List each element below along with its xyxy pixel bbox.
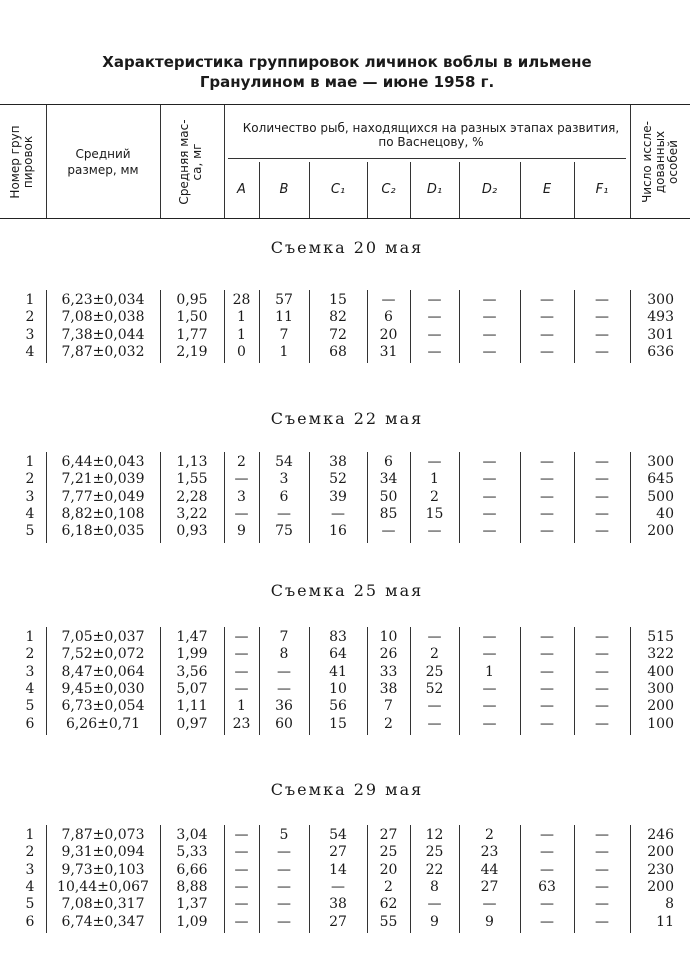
column-divider — [160, 452, 161, 543]
cell-stage-a: 2 — [237, 454, 246, 470]
cell-sample-count: 300 — [647, 680, 674, 697]
cell-mean-mass: 1,37 — [176, 896, 208, 913]
cell-stage-b: — — [277, 861, 291, 878]
cell-stage-d1: 2 — [430, 646, 439, 663]
cell-stage-c2: 34 — [379, 471, 398, 488]
cell-stage-a: — — [234, 827, 249, 843]
cell-mean-size: 8,82±0,108 — [61, 505, 145, 522]
cell-stage-c2: 20 — [379, 861, 398, 878]
header-mean-size: Средний размер, мм — [67, 147, 139, 177]
cell-stage-c2: 25 — [379, 844, 398, 861]
cell-stage-c1: 14 — [329, 861, 347, 878]
cell-stage-e: — — [540, 844, 554, 861]
header-sample-count: Число иссле- дованных особей — [640, 121, 680, 203]
cell-stage-c1: 38 — [329, 454, 347, 470]
cell-stage-a: — — [234, 646, 249, 663]
cell-stage-e: — — [540, 896, 554, 913]
header-divider — [46, 105, 47, 218]
cell-sample-count: 300 — [647, 454, 674, 470]
cell-sample-count: 301 — [647, 326, 674, 343]
cell-mean-size: 7,52±0,072 — [61, 646, 145, 663]
cell-group-no: 1 — [25, 629, 35, 645]
cell-stage-c1: 64 — [329, 646, 347, 663]
cell-stage-e: — — [540, 471, 554, 488]
cell-mean-mass: 5,07 — [176, 680, 208, 697]
cell-sample-count: 300 — [647, 292, 674, 308]
cell-stage-e: — — [540, 913, 554, 930]
cell-sample-count: 200 — [647, 523, 674, 540]
cell-mean-mass: 2,19 — [176, 343, 208, 360]
cell-stage-b: 60 — [275, 715, 293, 732]
cell-stage-b: — — [277, 913, 291, 930]
cell-stage-d1: 12 — [425, 827, 444, 843]
cell-mean-mass: 8,88 — [176, 878, 208, 895]
cell-stage-c1: 41 — [329, 663, 347, 680]
cell-stage-b: 7 — [279, 629, 289, 645]
cell-stage-c2: — — [381, 292, 396, 308]
cell-sample-count: 500 — [647, 488, 674, 505]
cell-mean-size: 9,73±0,103 — [61, 861, 145, 878]
cell-stage-c1: 16 — [329, 523, 347, 540]
cell-stage-a: 23 — [232, 715, 251, 732]
cell-stage-f1: — — [595, 861, 609, 878]
cell-stage-a: 3 — [237, 488, 246, 505]
cell-mean-size: 6,18±0,035 — [61, 523, 145, 540]
cell-stage-b: — — [277, 896, 291, 913]
cell-stage-c2: 2 — [384, 878, 393, 895]
cell-group-no: 4 — [25, 878, 35, 895]
header-bottom-rule — [0, 218, 690, 219]
cell-mean-size: 7,38±0,044 — [61, 326, 145, 343]
cell-mean-mass: 1,11 — [176, 698, 208, 715]
cell-stage-a: — — [234, 471, 249, 488]
header-quantity-title: Количество рыб, находящихся на разных этапах развития, по Васнецову, % — [242, 121, 620, 149]
cell-stage-c2: 31 — [379, 343, 398, 360]
column-divider — [160, 290, 161, 363]
stage-group-rule — [228, 158, 626, 159]
cell-stage-c2: 50 — [379, 488, 398, 505]
cell-sample-count: 230 — [647, 861, 674, 878]
cell-stage-e: — — [540, 698, 554, 715]
cell-mean-size: 9,31±0,094 — [61, 844, 145, 861]
cell-stage-c1: 39 — [329, 488, 347, 505]
cell-stage-a: 9 — [237, 523, 246, 540]
section-title: Съемка 22 мая — [270, 409, 424, 428]
cell-sample-count: 200 — [647, 698, 674, 715]
cell-mean-mass: 1,99 — [176, 646, 208, 663]
cell-group-no: 2 — [25, 844, 35, 861]
cell-stage-b: 54 — [275, 454, 293, 470]
cell-mean-mass: 1,09 — [176, 913, 208, 930]
cell-group-no: 4 — [25, 343, 35, 360]
cell-stage-f1: — — [595, 471, 609, 488]
table-title — [0, 52, 694, 92]
cell-group-no: 3 — [25, 861, 35, 878]
cell-stage-c2: 55 — [379, 913, 398, 930]
cell-stage-c1: 38 — [329, 896, 347, 913]
cell-group-no: 5 — [25, 698, 35, 715]
cell-stage-e: — — [540, 715, 554, 732]
cell-stage-d2: — — [482, 309, 497, 326]
cell-stage-c1: 83 — [329, 629, 347, 645]
cell-stage-f1: — — [595, 715, 609, 732]
cell-stage-d1: 1 — [430, 471, 439, 488]
cell-stage-d1: 22 — [425, 861, 444, 878]
cell-stage-d1: — — [427, 454, 442, 470]
cell-group-no: 4 — [25, 680, 35, 697]
stage-label-a: A — [237, 182, 246, 197]
cell-group-no: 2 — [25, 309, 35, 326]
cell-stage-c1: 27 — [329, 844, 347, 861]
cell-stage-f1: — — [595, 896, 609, 913]
cell-stage-c2: 62 — [379, 896, 398, 913]
title-line-2: Гранулином в мае — июне 1958 г. — [199, 73, 495, 91]
cell-stage-c2: 2 — [384, 715, 393, 732]
cell-mean-mass: 3,22 — [176, 505, 208, 522]
stage-label-d1: D₁ — [426, 182, 443, 197]
section-title: Съемка 25 мая — [270, 581, 424, 600]
cell-stage-a: 28 — [232, 292, 251, 308]
cell-mean-size: 7,87±0,073 — [61, 827, 145, 843]
column-divider — [160, 825, 161, 933]
cell-group-no: 3 — [25, 663, 35, 680]
cell-stage-f1: — — [595, 505, 609, 522]
cell-group-no: 5 — [25, 523, 35, 540]
cell-stage-f1: — — [595, 523, 609, 540]
cell-group-no: 4 — [25, 505, 35, 522]
cell-stage-c2: 6 — [384, 309, 393, 326]
cell-mean-size: 7,77±0,049 — [61, 488, 145, 505]
cell-stage-c1: 68 — [329, 343, 347, 360]
cell-stage-e: — — [540, 646, 554, 663]
cell-stage-c1: — — [331, 505, 345, 522]
cell-stage-e: — — [540, 663, 554, 680]
cell-stage-b: 5 — [279, 827, 289, 843]
cell-stage-c1: 82 — [329, 309, 347, 326]
cell-sample-count: 493 — [647, 309, 674, 326]
cell-mean-size: 6,74±0,347 — [61, 913, 145, 930]
cell-stage-d2: 44 — [480, 861, 499, 878]
cell-mean-size: 7,08±0,317 — [61, 896, 145, 913]
cell-mean-mass: 0,97 — [176, 715, 208, 732]
cell-stage-a: — — [234, 913, 249, 930]
stage-label-c1: C₁ — [330, 182, 346, 197]
cell-stage-d1: — — [427, 896, 442, 913]
cell-stage-b: — — [277, 844, 291, 861]
cell-stage-a: 0 — [237, 343, 246, 360]
cell-stage-d1: — — [427, 715, 442, 732]
cell-sample-count: 636 — [647, 343, 674, 360]
cell-stage-d2: — — [482, 326, 497, 343]
cell-stage-a: 1 — [237, 698, 246, 715]
header-divider — [160, 105, 161, 218]
cell-stage-f1: — — [595, 292, 609, 308]
cell-stage-a: — — [234, 663, 249, 680]
cell-stage-d2: — — [482, 523, 497, 540]
stage-label-f1: F₁ — [595, 182, 609, 197]
column-divider — [160, 627, 161, 735]
cell-mean-size: 6,26±0,71 — [65, 715, 141, 732]
cell-sample-count: 200 — [647, 878, 674, 895]
cell-stage-b: 57 — [275, 292, 293, 308]
cell-mean-mass: 2,28 — [176, 488, 208, 505]
cell-group-no: 1 — [25, 292, 35, 308]
cell-group-no: 5 — [25, 896, 35, 913]
cell-stage-f1: — — [595, 343, 609, 360]
cell-stage-d2: — — [482, 646, 497, 663]
cell-group-no: 2 — [25, 471, 35, 488]
cell-stage-e: — — [540, 680, 554, 697]
cell-stage-c1: 10 — [329, 680, 347, 697]
cell-stage-c2: 85 — [379, 505, 398, 522]
cell-stage-d2: — — [482, 629, 497, 645]
cell-stage-d2: — — [482, 698, 497, 715]
cell-stage-c2: 10 — [379, 629, 398, 645]
cell-group-no: 3 — [25, 488, 35, 505]
cell-stage-e: — — [540, 505, 554, 522]
cell-stage-b: 3 — [279, 471, 289, 488]
cell-mean-mass: 1,13 — [176, 454, 208, 470]
cell-stage-e: — — [540, 861, 554, 878]
cell-stage-b: 7 — [279, 326, 289, 343]
cell-stage-a: 1 — [237, 326, 246, 343]
cell-stage-f1: — — [595, 878, 609, 895]
cell-stage-a: — — [234, 505, 249, 522]
cell-stage-b: 36 — [275, 698, 293, 715]
cell-stage-f1: — — [595, 646, 609, 663]
stage-label-d2: D₂ — [481, 182, 498, 197]
cell-mean-size: 7,08±0,038 — [61, 309, 145, 326]
cell-stage-f1: — — [595, 309, 609, 326]
cell-mean-size: 6,44±0,043 — [61, 454, 145, 470]
cell-stage-a: — — [234, 878, 249, 895]
cell-stage-d1: 25 — [425, 663, 444, 680]
cell-stage-d1: — — [427, 698, 442, 715]
cell-stage-a: — — [234, 629, 249, 645]
cell-stage-a: 1 — [237, 309, 246, 326]
cell-stage-a: — — [234, 861, 249, 878]
cell-stage-b: — — [277, 878, 291, 895]
stage-label-e: E — [542, 182, 552, 197]
cell-stage-d1: — — [427, 326, 442, 343]
cell-group-no: 6 — [25, 913, 35, 930]
cell-stage-c2: 26 — [379, 646, 398, 663]
cell-stage-c1: 15 — [329, 292, 347, 308]
cell-stage-e: — — [540, 523, 554, 540]
cell-stage-c1: 15 — [329, 715, 347, 732]
cell-stage-c2: 20 — [379, 326, 398, 343]
cell-stage-d2: 9 — [485, 913, 494, 930]
cell-group-no: 2 — [25, 646, 35, 663]
cell-stage-a: — — [234, 896, 249, 913]
cell-group-no: 6 — [25, 715, 35, 732]
cell-mean-mass: 3,56 — [176, 663, 208, 680]
cell-stage-d2: — — [482, 488, 497, 505]
header-divider — [224, 105, 225, 218]
cell-stage-e: — — [540, 827, 554, 843]
cell-stage-c2: 38 — [379, 680, 398, 697]
cell-stage-b: 11 — [275, 309, 293, 326]
cell-stage-d1: 2 — [430, 488, 439, 505]
header-group-no: Номер груп пировок — [8, 125, 35, 199]
cell-stage-d2: 23 — [480, 844, 499, 861]
cell-mean-mass: 1,47 — [176, 629, 208, 645]
cell-stage-d1: — — [427, 309, 442, 326]
cell-stage-c1: 52 — [329, 471, 347, 488]
cell-stage-c2: 27 — [379, 827, 398, 843]
cell-stage-d2: — — [482, 896, 497, 913]
cell-stage-a: — — [234, 844, 249, 861]
cell-stage-d2: 2 — [485, 827, 494, 843]
cell-mean-size: 7,05±0,037 — [61, 629, 145, 645]
cell-stage-d2: — — [482, 715, 497, 732]
cell-sample-count: 11 — [656, 913, 674, 930]
cell-stage-d2: — — [482, 292, 497, 308]
cell-stage-e: — — [540, 488, 554, 505]
cell-stage-e: — — [540, 292, 554, 308]
cell-stage-b: 6 — [279, 488, 289, 505]
cell-stage-c1: 27 — [329, 913, 347, 930]
cell-mean-size: 9,45±0,030 — [61, 680, 145, 697]
cell-stage-c2: 7 — [384, 698, 393, 715]
cell-stage-f1: — — [595, 913, 609, 930]
cell-mean-size: 7,21±0,039 — [61, 471, 145, 488]
cell-stage-f1: — — [595, 698, 609, 715]
cell-stage-d2: 27 — [480, 878, 499, 895]
cell-mean-mass: 5,33 — [176, 844, 208, 861]
cell-stage-d1: 9 — [430, 913, 439, 930]
cell-mean-mass: 6,66 — [176, 861, 208, 878]
title-line-1: Характеристика группировок личинок воблы в ильмене — [102, 53, 592, 71]
cell-stage-e: — — [540, 454, 554, 470]
cell-stage-e: — — [540, 309, 554, 326]
cell-stage-f1: — — [595, 663, 609, 680]
cell-sample-count: 40 — [656, 505, 674, 522]
cell-sample-count: 8 — [665, 896, 674, 913]
cell-sample-count: 200 — [647, 844, 674, 861]
cell-stage-f1: — — [595, 326, 609, 343]
cell-stage-c1: 56 — [329, 698, 347, 715]
cell-stage-d1: — — [427, 523, 442, 540]
cell-stage-d1: — — [427, 629, 442, 645]
cell-stage-d2: — — [482, 680, 497, 697]
cell-stage-d1: 8 — [430, 878, 439, 895]
section-title: Съемка 20 мая — [270, 238, 424, 257]
cell-stage-f1: — — [595, 827, 609, 843]
cell-stage-c1: 54 — [329, 827, 347, 843]
cell-stage-c2: 6 — [384, 454, 393, 470]
cell-stage-d2: — — [482, 505, 497, 522]
cell-stage-d1: 52 — [425, 680, 444, 697]
cell-sample-count: 400 — [647, 663, 674, 680]
section-title: Съемка 29 мая — [270, 780, 424, 799]
cell-stage-d1: 25 — [425, 844, 444, 861]
header-top-rule — [0, 104, 690, 105]
cell-stage-f1: — — [595, 680, 609, 697]
cell-stage-b: 1 — [279, 343, 289, 360]
cell-stage-c1: — — [331, 878, 345, 895]
cell-stage-e: — — [540, 326, 554, 343]
cell-sample-count: 645 — [647, 471, 674, 488]
cell-mean-size: 6,23±0,034 — [61, 292, 145, 308]
header-mean-mass: Средняя мас- са, мг — [177, 119, 204, 205]
cell-stage-f1: — — [595, 629, 609, 645]
cell-stage-d2: — — [482, 454, 497, 470]
cell-stage-b: — — [277, 680, 291, 697]
header-divider — [630, 105, 631, 218]
cell-mean-size: 8,47±0,064 — [61, 663, 145, 680]
cell-stage-d1: 15 — [425, 505, 444, 522]
cell-mean-mass: 1,50 — [176, 309, 208, 326]
cell-stage-b: 75 — [275, 523, 293, 540]
cell-mean-mass: 1,77 — [176, 326, 208, 343]
stage-label-c2: C₂ — [381, 182, 396, 197]
cell-stage-c2: — — [381, 523, 396, 540]
cell-group-no: 1 — [25, 827, 35, 843]
cell-stage-d1: — — [427, 343, 442, 360]
cell-stage-d2: 1 — [485, 663, 494, 680]
cell-stage-f1: — — [595, 844, 609, 861]
cell-group-no: 1 — [25, 454, 35, 470]
cell-sample-count: 322 — [647, 646, 674, 663]
stage-label-b: B — [279, 182, 289, 197]
cell-mean-mass: 1,55 — [176, 471, 208, 488]
cell-stage-c1: 72 — [329, 326, 347, 343]
cell-mean-size: 6,73±0,054 — [61, 698, 145, 715]
cell-stage-e: 63 — [538, 878, 556, 895]
cell-stage-a: — — [234, 680, 249, 697]
cell-stage-e: — — [540, 629, 554, 645]
cell-stage-f1: — — [595, 488, 609, 505]
cell-mean-mass: 0,95 — [176, 292, 208, 308]
cell-stage-d2: — — [482, 343, 497, 360]
cell-stage-d2: — — [482, 471, 497, 488]
cell-group-no: 3 — [25, 326, 35, 343]
cell-stage-b: 8 — [279, 646, 289, 663]
cell-stage-f1: — — [595, 454, 609, 470]
cell-stage-d1: — — [427, 292, 442, 308]
cell-stage-b: — — [277, 505, 291, 522]
cell-sample-count: 246 — [647, 827, 674, 843]
cell-mean-size: 10,44±0,067 — [57, 878, 149, 895]
cell-stage-e: — — [540, 343, 554, 360]
cell-mean-mass: 0,93 — [176, 523, 208, 540]
cell-mean-size: 7,87±0,032 — [61, 343, 145, 360]
cell-stage-c2: 33 — [379, 663, 398, 680]
cell-sample-count: 100 — [647, 715, 674, 732]
cell-stage-b: — — [277, 663, 291, 680]
cell-mean-mass: 3,04 — [176, 827, 208, 843]
cell-sample-count: 515 — [647, 629, 674, 645]
